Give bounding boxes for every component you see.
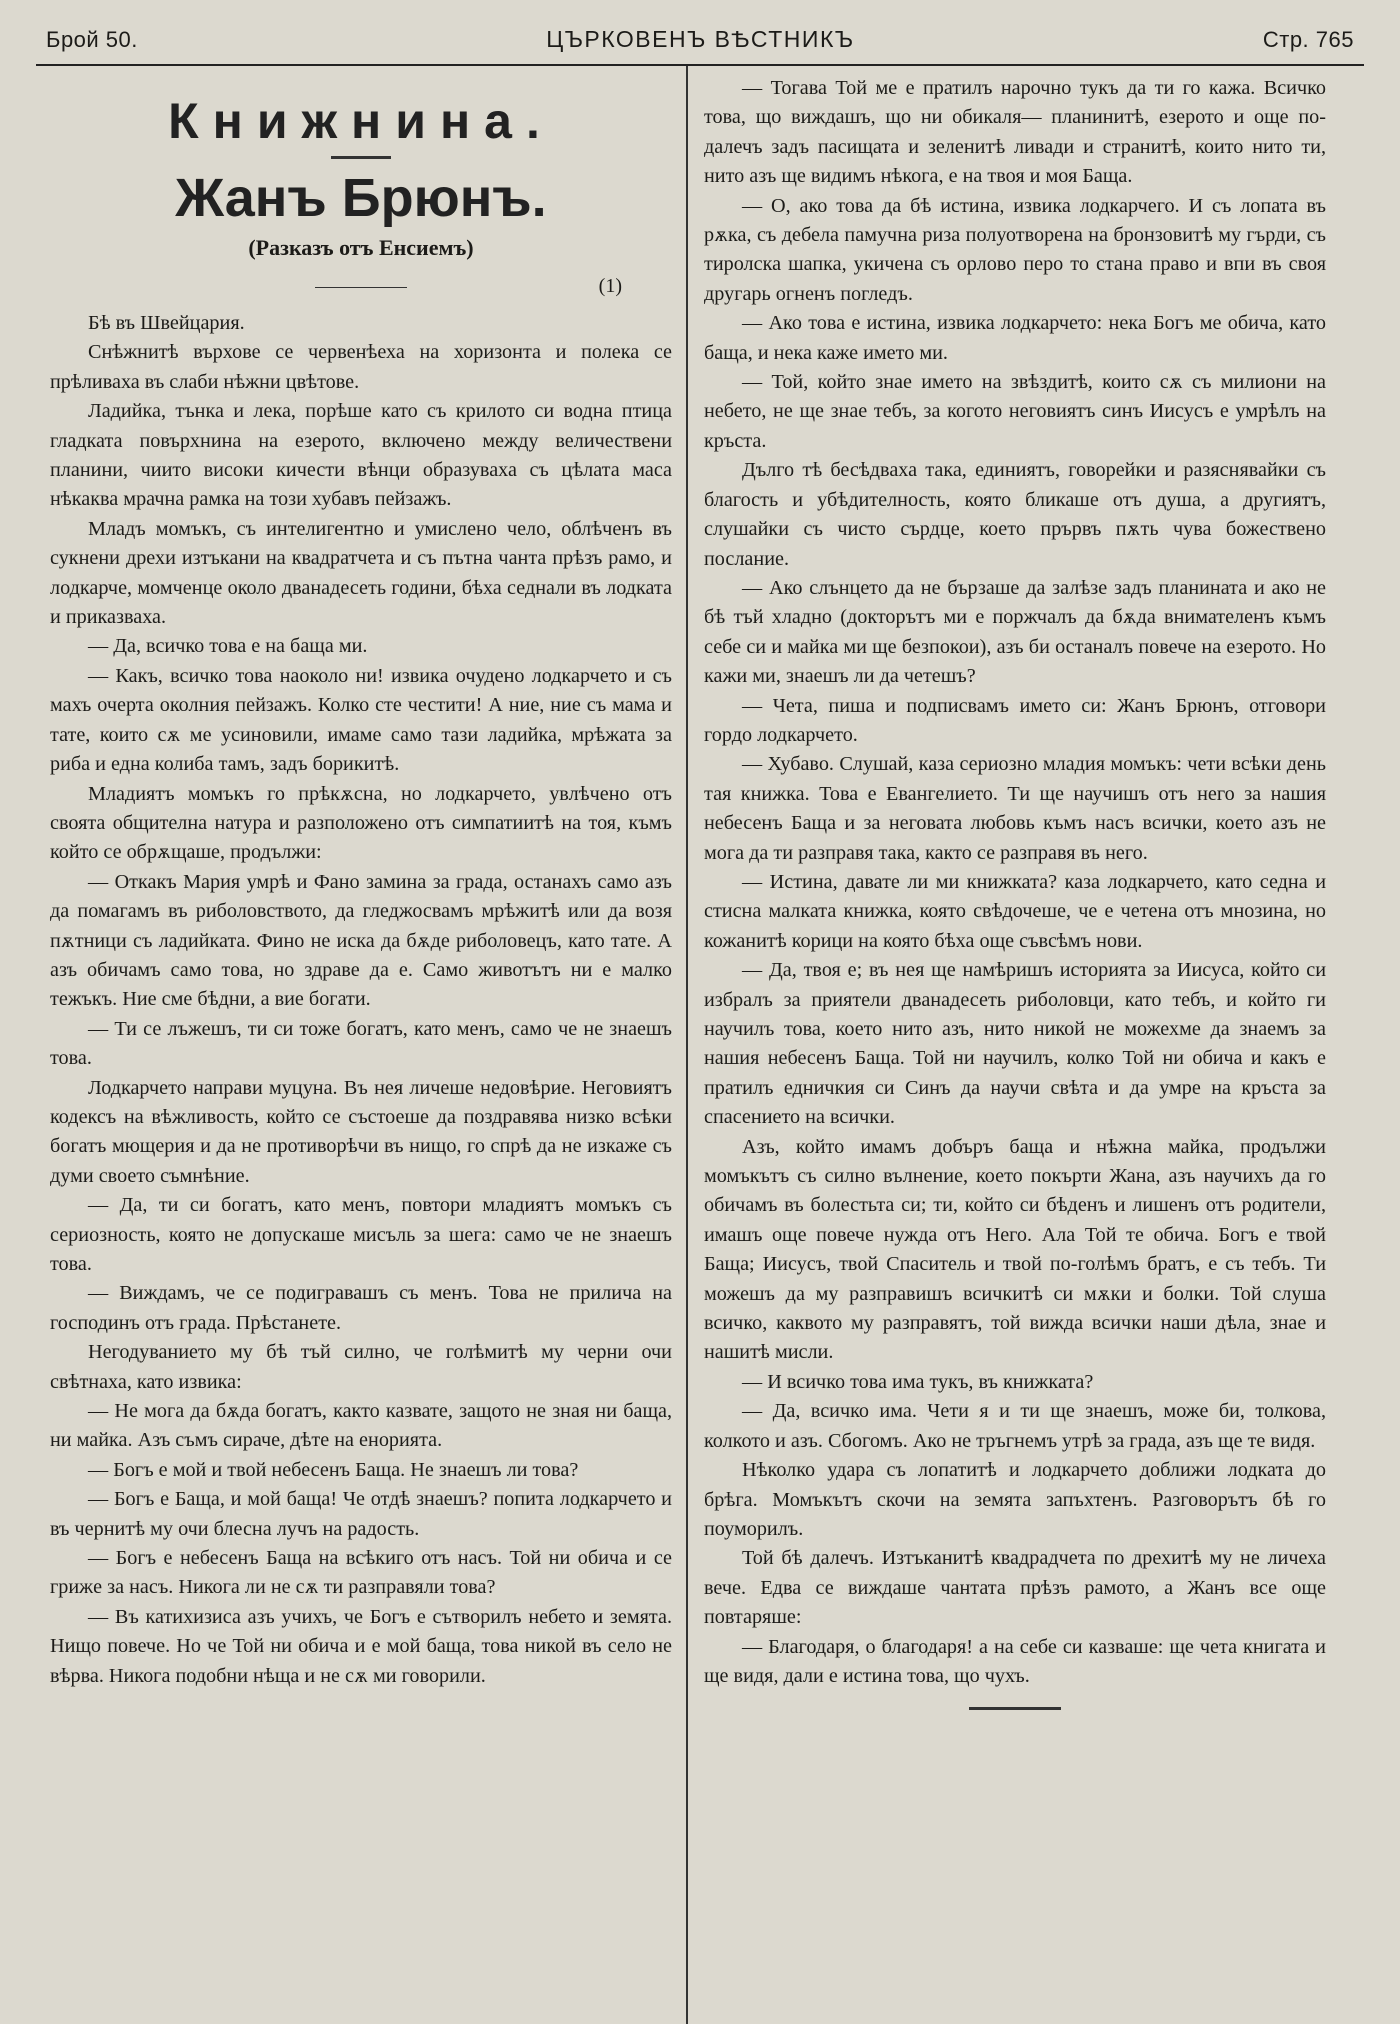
- paragraph: — Да, всичко това е на баща ми.: [88, 635, 368, 658]
- paragraph: — Истина, давате ли ми книжката? каза лодкарчето, като седна и стисна малката книжка, която свѣдочеше, че е четена отъ мнозина, но кожанитѣ корици на която бѣха още съвсѣмъ нови.: [704, 870, 1326, 952]
- paragraph: Ладийка, тънка и лека, порѣше като съ крилото си водна птица гладката повърхнина на езерото, включено между величествени планини, чиито високи кичести вѣнци образуваха съ цѣлата маса нѣкаква мрачна рамка на този хубавъ пейзажъ.: [50, 400, 672, 511]
- paragraph: — Богъ е небесенъ Баща на всѣкиго отъ насъ. Той ни обича и се грижe за насъ. Никога ли не сѫ ти разправяли това?: [50, 1547, 672, 1599]
- paragraph: — Не мога да бѫда богатъ, както казвате, защото не зная ни баща, ни майка. Азъ съмъ сираче, дѣте на енорията.: [50, 1400, 672, 1452]
- paragraph: — Какъ, всичко това наоколо ни! извика очудено лодкарчето и съ махъ очерта околния пейзажъ. Колко сте честити! А ние, ние съ мама и тате, които сѫ ме усиновили, имаме само тази ладийка, мрѣжата за риба и една колиба тамъ, задъ борикитѣ.: [50, 664, 672, 776]
- paragraph: — Ако това е истина, извика лодкарчето: нека Богъ ме обича, като баща, и нека каже името ми.: [704, 312, 1326, 364]
- paragraph: — Да, всичко има. Чети я и ти ще знаешъ, може би, толкова, колкото и азъ. Сбогомъ. Ако не тръгнемъ утрѣ за града, азъ ще те видя.: [704, 1400, 1326, 1452]
- part-marker: [50, 275, 672, 309]
- paragraph: — Тогава Той ме е пратилъ нарочно тукъ да ти го кажа. Всичко това, що виждашъ, що ни обикаля— планинитѣ, езерото и още по-далечъ задъ пасищата и зеленитѣ ливади и странитѣ, които нито ти, нито азъ ще видимъ нѣкога, е на твоя и моя Баща.: [704, 77, 1326, 188]
- paragraph: Бѣ въ Швейцария.: [88, 312, 245, 334]
- title-block: [50, 92, 672, 309]
- newspaper-name: ЦЪРКОВЕНЪ ВѢСТНИКЪ: [546, 26, 855, 52]
- paragraph: — Откакъ Мария умрѣ и Фано замина за града, останахъ само азъ да помагамъ въ риболовството, да гледжосвамъ мрѣжитѣ или да возя пѫтници съ ладийката. Фино не иска да бѫде риболовецъ, като тате. А азъ обичамъ само това, но здраве да е. Само животътъ ни е малко тежъкъ. Ние сме бѣдни, а вие богати.: [50, 870, 672, 1011]
- paragraph: Дълго тѣ бесѣдваха така, единиятъ, говорейки и разяснявайки съ благость и убѣдителность, която бликаше отъ душа, а другиятъ, слушайки съ чисто сърдце, което прървъ пѫть чува божественo послание.: [704, 459, 1326, 570]
- paragraph: Азъ, който имамъ добъръ баща и нѣжна майка, продължи момъкътъ съ силно вълнение, което покърти Жана, азъ научихъ да го обичамъ въ болестьта си; ти, който си бѣденъ и лишенъ отъ родители, имашъ още повече нужда отъ Него. Ала Той те обича. Богъ е твой Баща; Иисусъ, твой Спаситель и твой по-голѣмъ братъ, е съ тебъ. Ти можешъ да му разправишъ всичкитѣ си мѫки и болки. Той слуша всичко, каквото му разправятъ, той вижда всички наши дѣла, знае и нашитѣ мисли.: [704, 1135, 1326, 1364]
- paragraph: — Чета, пиша и подписвамъ името си: Жанъ Брюнъ, отговори гордо лодкарчето.: [704, 694, 1326, 746]
- paragraph: — Ако слънцето да не бързаше да залѣзе задъ планината и ако не бѣ тъй хладно (докторътъ ми е поржчалъ да бѫда внимателенъ къмъ себе си и майка ми ще безпокои), азъ би останалъ повече на езерото. Но кажи ми, знаешъ ли да четешъ?: [704, 576, 1326, 688]
- paragraph: — Благодаря, о благодаря! а на себе си казваше: ще чета книгата и ще видя, дали е истина това, що чухъ.: [704, 1635, 1326, 1687]
- paragraph: — И всичко това има тукъ, въ книжката?: [742, 1370, 1094, 1393]
- paragraph: — Хубаво. Слушай, каза сериозно младия момъкъ: чети всѣки день тая книжка. Това е Евангелието. Ти ще научишъ отъ него за нашия небесенъ Баща и за неговата любовь къмъ насъ всички, което азъ не мога да ти разправя така, както се разправя въ него.: [704, 753, 1326, 864]
- paragraph: Негодуванието му бѣ тъй силно, че голѣмитѣ му черни очи свѣтнаха, като извика:: [50, 1341, 672, 1393]
- paragraph: Младъ момъкъ, съ интелигентно и умислено чело, облѣченъ въ сукнени дрехи изтъкани на квадратчета и съ пътна чанта прѣзъ рамо, и лодкарче, момченце около дванадесеть години, бѣха седнали въ лодката и приказваха.: [50, 517, 672, 629]
- part-number: (1): [598, 275, 622, 297]
- part-rule: [315, 287, 407, 288]
- paragraph: — Да, твоя е; въ нея ще намѣришъ историята за Иисуса, който си избралъ за приятели дванадесеть риболовци, като тебъ, и който ги научилъ това, което нито азъ, нито никой не можехме да знаемъ за нашия небесенъ Баща. Той ни научилъ, колко Той ни обича и какъ е пратилъ едничкия си Синъ да научи свѣта и да умре на кръста за спасението на всички.: [704, 959, 1326, 1129]
- article-columns: [36, 66, 1364, 2024]
- right-column: [686, 66, 1336, 2024]
- title-divider: [331, 156, 391, 159]
- paragraph: — Богъ е Баща, и мой баща! Че отдѣ знаешъ? попита лодкарчето и въ чернитѣ му очи блесна лучъ на радость.: [50, 1488, 672, 1540]
- paragraph: Лодкарчето направи муцуна. Въ нея личеше недовѣрие. Неговиятъ кодексъ на вѣжливость, който се състоеше да поздравява низко всѣки богатъ мющерия и да не противорѣчи въ нищо, го спрѣ да не изкаже съ думи своето съмнѣние.: [50, 1076, 672, 1187]
- paragraph: — О, ако това да бѣ истина, извика лодкарчего. И съ лопата въ рѫка, съ дебела памучна риза полуотворена на бронзовитѣ му гърди, съ тиролска шапка, укичена съ орлово перо то стана право и впи въ своя другарь огненъ погледъ.: [704, 194, 1326, 305]
- story-subtitle: (Разказъ отъ Енсиемъ): [248, 235, 474, 260]
- page-number: Стр. 765: [1262, 27, 1354, 52]
- paragraph: — Въ катихизиса азъ учихъ, че Богъ е сътворилъ небето и земята. Нищо повече. Но че Той ни обича и е мой баща, това никой въ село не вѣрва. Никога подобни нѣща и не сѫ ми говорили.: [50, 1605, 672, 1687]
- paragraph: Снѣжнитѣ върхове се червенѣеха на хоризонта и полека се прѣливаха въ слаби нѣжни цвѣтове.: [50, 341, 672, 393]
- page-header: [36, 26, 1364, 60]
- story-title: Жанъ Брюнъ.: [175, 168, 547, 228]
- paragraph: — Да, ти си богатъ, като менъ, повтори младиятъ момъкъ съ сериозность, която не допускаше мисъль за шега: само че не знаешъ това.: [50, 1194, 672, 1275]
- end-rule: [969, 1707, 1061, 1710]
- paragraph: — Виждамъ, че се подигравашъ съ менъ. Това не прилича на господинъ отъ града. Прѣстанете.: [50, 1282, 672, 1334]
- paragraph: Нѣколко удара съ лопатитѣ и лодкарчето доближи лодката до брѣга. Момъкътъ скочи на земята запъхтенъ. Разговорътъ бѣ го поуморилъ.: [704, 1459, 1326, 1540]
- issue-number: Брой 50.: [46, 27, 138, 52]
- left-column: [36, 66, 686, 2024]
- paragraph: Младиятъ момъкъ го прѣкѫсна, но лодкарчето, увлѣчено отъ своята общителна натура и разположено отъ симпатиитѣ на тоя, къмъ който се обрѫщаше, продължи:: [50, 782, 672, 864]
- paragraph: Той бѣ далечъ. Изтъканитѣ квадрадчета по дрехитѣ му не личеха вече. Едва се виждаше чантата прѣзъ рамото, а Жанъ все още повтаряше:: [704, 1547, 1326, 1629]
- section-title: Книжнина.: [168, 93, 554, 149]
- paragraph: — Ти се лъжешъ, ти си тоже богатъ, като менъ, само че не знаешъ това.: [50, 1017, 672, 1070]
- paragraph: — Богъ е мой и твой небесенъ Баща. Не знаешъ ли това?: [88, 1458, 579, 1481]
- paragraph: — Той, който знае името на звѣздитѣ, които сѫ съ милиони на небето, не ще знае тебъ, за когото неговиятъ синъ Иисусъ е умрѣлъ на кръста.: [704, 371, 1326, 452]
